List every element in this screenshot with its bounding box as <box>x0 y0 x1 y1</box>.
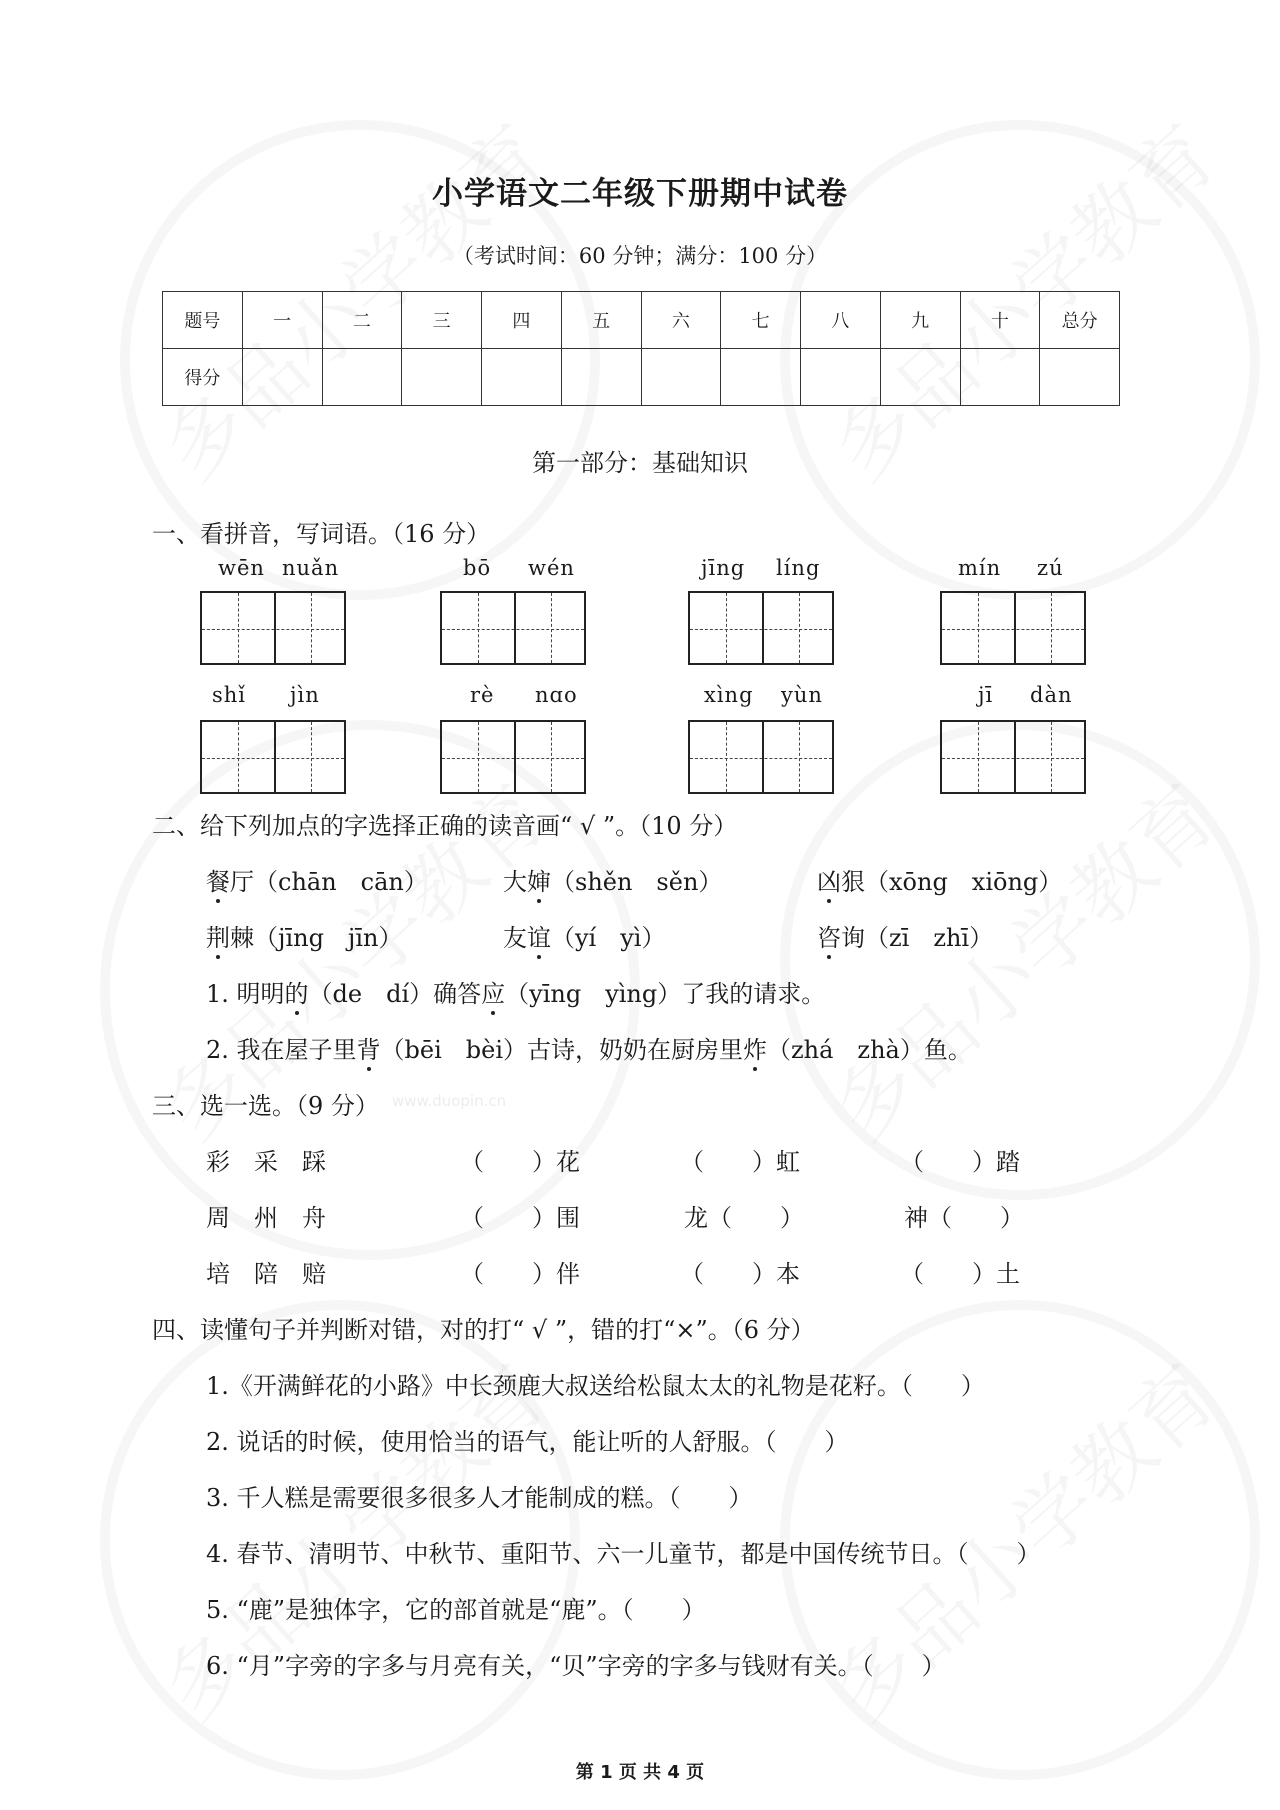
pronunciation-sentence <box>206 974 825 1009</box>
pronunciation-options: （yí yì） <box>551 924 666 952</box>
writing-grid[interactable] <box>440 720 586 794</box>
score-row-label: 得分 <box>163 349 243 406</box>
dotted-char: 餐 <box>206 862 230 897</box>
score-table-header-row <box>163 292 1120 349</box>
pinyin: dàn <box>1030 683 1073 707</box>
dotted-char: 炸 <box>743 1030 767 1065</box>
pinyin: rè <box>470 683 495 707</box>
score-cell[interactable] <box>641 349 721 406</box>
writing-grid[interactable] <box>688 591 834 665</box>
pronunciation-options: 狠（xōng xiōng） <box>841 868 1063 896</box>
score-header-cell: 题号 <box>163 292 243 349</box>
score-header-cell: 七 <box>721 292 801 349</box>
writing-grid[interactable] <box>940 720 1086 794</box>
writing-grid[interactable] <box>440 591 586 665</box>
fill-blank[interactable]: （ ）伴 <box>460 1260 580 1288</box>
sentence-text: （bēi bèi）古诗，奶奶在厨房里 <box>380 1036 744 1064</box>
exam-info: （考试时间：60 分钟；满分：100 分） <box>452 244 828 268</box>
char-choices: 周 州 舟 <box>206 1204 326 1232</box>
score-table <box>162 291 1120 406</box>
pinyin: líng <box>776 556 821 580</box>
watermark-logo <box>803 754 1237 1161</box>
fill-blank[interactable]: 龙（ ） <box>684 1204 804 1232</box>
judgement-item[interactable]: 6. “月”字旁的字多与月亮有关，“贝”字旁的字多与钱财有关。（ ） <box>206 1652 946 1680</box>
judgement-item[interactable]: 4. 春节、清明节、中秋节、重阳节、六一儿童节，都是中国传统节日。（ ） <box>206 1540 1041 1568</box>
question-2-title: 二、给下列加点的字选择正确的读音画“ √ ”。（10 分） <box>152 812 738 840</box>
sentence-text: 2. 我在屋子里 <box>206 1036 357 1064</box>
pronunciation-item <box>206 918 403 953</box>
score-header-cell: 二 <box>322 292 402 349</box>
fill-blank[interactable]: （ ）土 <box>900 1260 1020 1288</box>
score-cell[interactable] <box>960 349 1040 406</box>
question-3-title: 三、选一选。（9 分） <box>152 1092 379 1120</box>
question-4-title: 四、读懂句子并判断对错，对的打“ √ ”，错的打“×”。（6 分） <box>152 1316 815 1344</box>
score-table-score-row <box>163 349 1120 406</box>
writing-grid[interactable] <box>200 591 346 665</box>
score-cell[interactable] <box>561 349 641 406</box>
dotted-char: 荆 <box>206 918 230 953</box>
pinyin: yùn <box>781 683 823 707</box>
pronunciation-options: 厅（chān cān） <box>230 868 428 896</box>
score-header-cell: 总分 <box>1040 292 1120 349</box>
dotted-char: 凶 <box>817 862 841 897</box>
sentence-text: （zhá zhà）鱼。 <box>767 1036 972 1064</box>
sentence-text: （yīng yìng）了我的请求。 <box>505 980 826 1008</box>
plain-char: 友 <box>503 924 527 952</box>
dotted-char: 的 <box>285 974 309 1009</box>
fill-blank[interactable]: （ ）踏 <box>900 1148 1020 1176</box>
pinyin: wēn <box>218 556 265 580</box>
judgement-item[interactable]: 3. 千人糕是需要很多很多人才能制成的糕。（ ） <box>206 1484 753 1512</box>
score-cell[interactable] <box>242 349 322 406</box>
pinyin: zú <box>1037 556 1064 580</box>
score-header-cell: 十 <box>960 292 1040 349</box>
score-cell[interactable] <box>880 349 960 406</box>
dotted-char: 谊 <box>527 918 551 953</box>
score-header-cell: 一 <box>242 292 322 349</box>
part-title: 第一部分：基础知识 <box>532 449 748 477</box>
fill-blank[interactable]: （ ）花 <box>460 1148 580 1176</box>
writing-grid[interactable] <box>688 720 834 794</box>
score-cell[interactable] <box>402 349 482 406</box>
sentence-text: （de dí）确答 <box>308 980 482 1008</box>
score-header-cell: 九 <box>880 292 960 349</box>
pinyin: bō <box>463 556 492 580</box>
writing-grid[interactable] <box>200 720 346 794</box>
pronunciation-item <box>206 862 428 897</box>
pinyin: nɑo <box>535 683 578 707</box>
score-cell[interactable] <box>322 349 402 406</box>
pinyin: jìn <box>290 683 320 707</box>
page-footer: 第 1 页 共 4 页 <box>575 1762 705 1783</box>
pinyin: mín <box>958 556 1002 580</box>
page-title: 小学语文二年级下册期中试卷 <box>432 176 848 212</box>
score-header-cell: 六 <box>641 292 721 349</box>
score-header-cell: 五 <box>561 292 641 349</box>
sentence-text: 1. 明明 <box>206 980 285 1008</box>
question-1-title: 一、看拼音，写词语。（16 分） <box>152 520 491 548</box>
writing-grid[interactable] <box>940 591 1086 665</box>
watermark-url: www.duopin.cn <box>392 1092 507 1110</box>
plain-char: 大 <box>503 868 527 896</box>
dotted-char: 应 <box>481 974 505 1009</box>
fill-blank[interactable]: （ ）本 <box>680 1260 800 1288</box>
score-cell[interactable] <box>721 349 801 406</box>
char-choices: 培 陪 赔 <box>206 1260 326 1288</box>
pronunciation-options: 询（zī zhī） <box>841 924 994 952</box>
fill-blank[interactable]: 神（ ） <box>904 1204 1024 1232</box>
judgement-item[interactable]: 1.《开满鲜花的小路》中长颈鹿大叔送给松鼠太太的礼物是花籽。（ ） <box>206 1372 985 1400</box>
score-header-cell: 四 <box>482 292 562 349</box>
pronunciation-sentence <box>206 1030 972 1065</box>
pinyin: jī <box>978 683 994 707</box>
dotted-char: 背 <box>357 1030 381 1065</box>
pronunciation-item <box>817 918 993 953</box>
score-cell[interactable] <box>801 349 881 406</box>
pronunciation-options: 棘（jīng jīn） <box>230 924 403 952</box>
pinyin: xìng <box>704 683 754 707</box>
pronunciation-item <box>503 918 665 953</box>
judgement-item[interactable]: 5. “鹿”是独体字，它的部首就是“鹿”。（ ） <box>206 1596 706 1624</box>
dotted-char: 婶 <box>527 862 551 897</box>
judgement-item[interactable]: 2. 说话的时候，使用恰当的语气，能让听的人舒服。（ ） <box>206 1428 849 1456</box>
score-cell[interactable] <box>1040 349 1120 406</box>
pinyin: jīng <box>701 556 746 580</box>
pronunciation-item <box>503 862 722 897</box>
pinyin: wén <box>528 556 575 580</box>
score-header-cell: 三 <box>402 292 482 349</box>
dotted-char: 咨 <box>817 918 841 953</box>
pinyin: nuǎn <box>282 556 340 580</box>
pronunciation-item <box>817 862 1062 897</box>
fill-blank[interactable]: （ ）围 <box>460 1204 580 1232</box>
fill-blank[interactable]: （ ）虹 <box>680 1148 800 1176</box>
pronunciation-options: （shěn sěn） <box>551 868 723 896</box>
pinyin: shǐ <box>212 683 247 707</box>
score-header-cell: 八 <box>801 292 881 349</box>
score-cell[interactable] <box>482 349 562 406</box>
char-choices: 彩 采 踩 <box>206 1148 326 1176</box>
